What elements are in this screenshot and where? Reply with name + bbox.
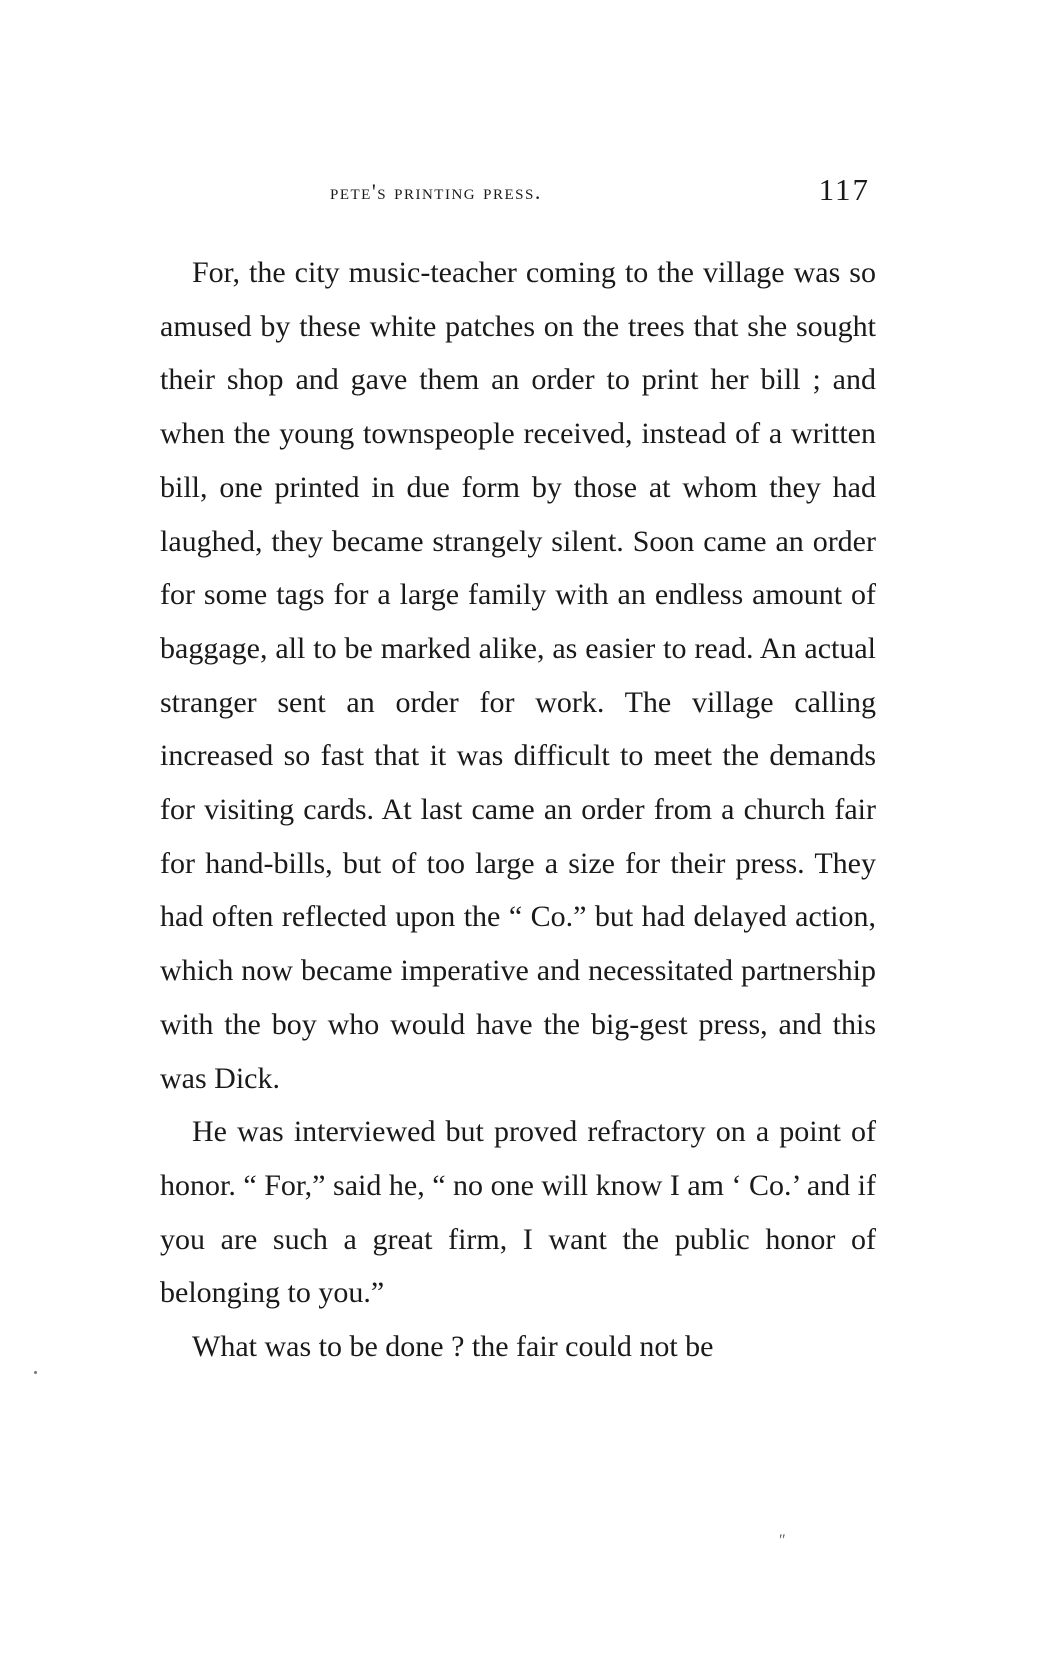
paragraph-3: What was to be done ? the fair could not be (192, 1330, 714, 1364)
running-title: pete's printing press. (330, 179, 542, 204)
running-head (158, 172, 876, 218)
paragraph-1: For, the city music-teacher coming to the village was so amused by these white patches on the trees that she sought their shop and gave them an order to print her bill ; and when the young townspeople received, instead of a written bill, one printed in due form by those at whom they had laughed, they became strangely silent. Soon came an order for some tags for a large family with an endless amount of baggage, all to be marked alike, as easier to read. An actual stranger sent an order for work. The village calling increased so fast that it was difficult to meet the demands for visiting cards. At last came an order from a church fair for hand-bills, but of too large a size for their press. They had often reflected upon the “ Co.” but had delayed action, which now became imperative and necessitated partnership with the boy who would have the big-gest press, and this was Dick. (160, 256, 876, 1095)
stray-dot-mark (34, 1371, 37, 1374)
body-text (160, 246, 876, 1374)
paragraph-2: He was interviewed but proved refractory on a point of honor. “ For,” said he, “ no one will know I am ‘ Co.’ and if you are such a great firm, I want the public honor of belonging to you.” (160, 1115, 876, 1310)
page-number: 117 (818, 172, 870, 207)
stray-ink-mark: ″ (778, 1532, 785, 1549)
